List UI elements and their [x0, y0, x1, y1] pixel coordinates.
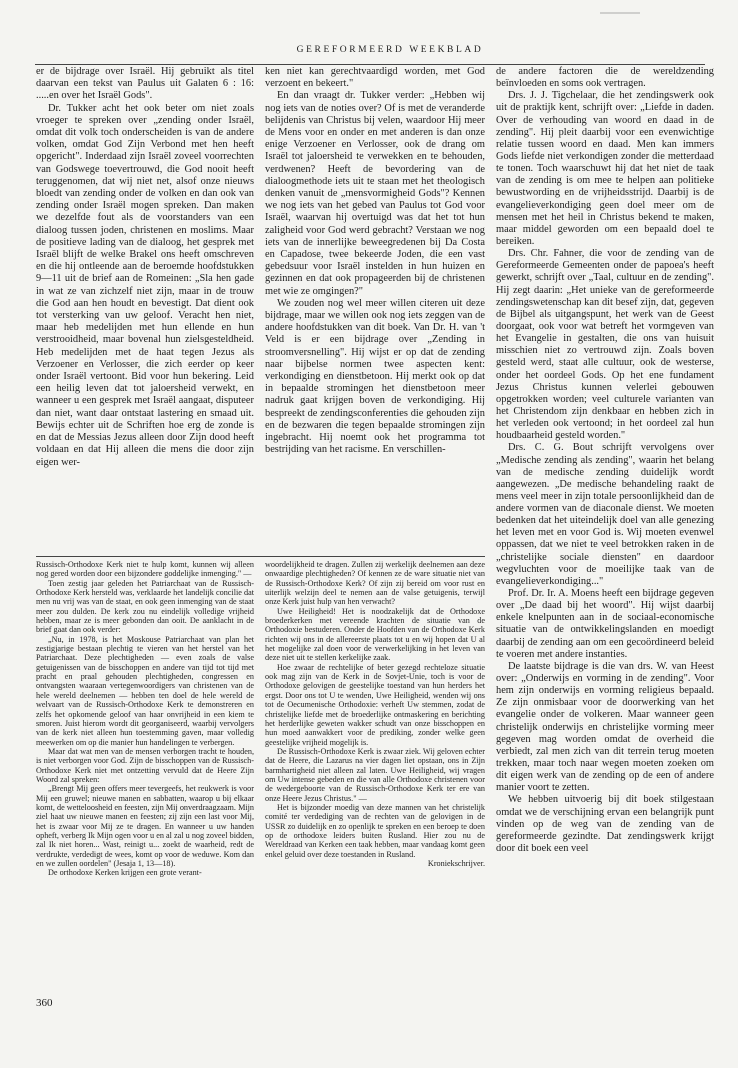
paragraph: En dan vraagt dr. Tukker verder: „Hebben wij nog iets van de noties over? Of is met de veranderde belijdenis van Christus bij velen, waardoor Hij meer de Mens voor en onder en met anderen is dan onze enige Verzoener en Verlosser, ook de drang om Israël tot jaloersheid te verwekken en te behouden, verdwenen? Heeft de bevordering van de dialoogmethode iets uit te staan met het theologisch denken vanuit de „mensvormigheid Gods"? Kennen we nog iets van het gebed van Paulus tot God voor Israël, waarvan hij overtuigd was dat het tot hun zaligheid voor God werd gebracht? Verstaan we nog iets van de innerlijke beweegredenen bij Da Costa en Capadose, twee bekeerde Joden, die een vast gebedsuur voor Israël instelden in hun huizen en gezinnen en dat ook propageerden bij de christenen met wie ze omgingen?" — [265, 90, 485, 297]
paragraph: Drs. C. G. Bout schrijft vervolgens over „Medische zending als zending", waarin het belang van de medische zending duidelijk wordt aangewezen. „De medische behandeling raakt de mens veel meer in zijn totale persoonlijkheid dan de andere vormen van de diaconale dienst. We moeten bedenken dat het uiteindelijk doel van alle genezing het leven met en voor God is. Wij moeten evenwel oppassen, dat we niet te veel betrokken raken in de „christelijke sociale diensten" en daardoor wegvluchten voor de moeilijke taak van de evangelieverkondiging..." — [496, 442, 714, 587]
paragraph: er de bijdrage over Israël. Hij gebruikt als titel daarvan een tekst van Paulus uit Galaten 6 : 16: .....en over het Israël Gods". — [36, 66, 254, 102]
author-signature: Kroniekschrijver. — [427, 859, 485, 868]
paragraph: De orthodoxe Kerken krijgen een grote verant- — [48, 868, 202, 878]
page-number: 360 — [36, 997, 53, 1009]
paragraph: Toen zestig jaar geleden het Patriarchaat van de Russisch-Orthodoxe Kerk hersteld was, verklaarde het landelijk concilie dat men nu vrij was van de staat, en ook geen inmenging van de staat meer zou dulden. De kerk zou nu eindelijk volledige vrijheid hebben, maar ze is meer gebonden dan ooit. De aanklacht in de brief gaat dan ook verder: — [36, 578, 254, 635]
paragraph: Russisch-Orthodoxe Kerk niet te hulp komt, kunnen wij alleen nog gered worden door een bijzondere goddelijke inmenging." — — [36, 560, 254, 579]
scan-mark — [600, 12, 640, 14]
paragraph: woordelijkheid te dragen. Zullen zij werkelijk deelnemen aan deze onwaardige plechtigheden? Of kennen ze de ware situatie niet van de Russisch-Orthodoxe Kerk? Of zijn zij bereid om voor rust en uiterlijk welzijn deel te nemen aan de valse getuigenis, terwijl onze Kerk juist hulp van hen verwacht? — [265, 560, 485, 607]
paragraph: „Nu, in 1978, is het Moskouse Patriarchaat van plan het zestigjarige bestaan plechtig te vieren van het herstel van het Patriarchaat. Deze plechtigheden — even zoals de valse getuigenissen van de bisschoppen en andere van tijd tot tijd met pracht en praal gehouden plechtigheden, congressen en ontvangsten waaraan vertegenwoordigers van christenen van de hele wereld deelnemen — hebben ten doel de hele wereld de welvaart van de Russisch-Orthodoxe Kerk te demonstreren en zelfs het opkomende geloof van haar onvrijheid in een kiem te smoren. Juist hierom wordt dit georganiseerd, waarbij vervolgers van de kerk niet alleen hun toestemming gaven, maar volledig meewerken om op die manier hun handelingen te verbergen. — [36, 634, 254, 747]
paragraph: ken niet kan gerechtvaardigd worden, met God verzoent en bekeert." — [265, 66, 485, 90]
column-1 — [36, 66, 254, 554]
running-header: GEREFORMEERD WEEKBLAD — [296, 45, 484, 55]
paragraph: We hebben uitvoerig bij dit boek stilgestaan omdat we de verschijning ervan een belangrijk punt vinden op de weg van de zending van de gereformeerde gezindte. Dat zendingswerk krijgt door dit boek een veel — [496, 794, 714, 854]
paragraph: De Russisch-Orthodoxe Kerk is zwaar ziek. Wij geloven echter dat de Heere, die Lazarus na vier dagen liet opstaan, ons in Zijn barmhartigheid niet alleen zal laten. Uwe Heiligheid, wij vragen om Uw intense gebeden en die van alle Orthodoxe christenen voor de wedergeboorte van de Russisch-Orthodoxe Kerk ter ere van onze Heere Jezus Christus." — — [265, 746, 485, 803]
signature-line — [265, 859, 485, 868]
paragraph: Drs. J. J. Tigchelaar, die het zendingswerk ook uit de praktijk kent, schrijft over: „Liefde in daden. Over de verhouding van woord en daad in de zending". Hij pleit daarbij voor een evenwichtige relatie tussen woord en daad. Men kan immers Gods liefde niet verkondigen zonder die metterdaad te tonen. Toch waarschuwt hij dat het niet de taak van de zending is om mee te helpen aan politieke bewustwording en de vrijheidsstrijd. Daarbij is de evangelieverkondiging geen doel meer om de mensen met het heil in Christus bekend te maken, maar middel geworden om een bepaald doel te bereiken. — [496, 90, 714, 247]
paragraph: de andere factoren die de wereldzending beïnvloeden en soms ook vertragen. — [496, 66, 714, 90]
paragraph: Maar dat wat men van de mensen verborgen tracht te houden, is niet verborgen voor God. Zijn de bisschoppen van de Russisch-Orthodoxe Kerk niet met ontzetting vervuld dat de Heere Zijn Woord zal spreken: — [36, 746, 254, 784]
paragraph: Het is bijzonder moedig van deze mannen van het christelijk comité ter verdediging van de rechten van de gelovigen in de USSR zo duidelijk en zo openlijk te spreken en een beroep te doen op de orthodoxe leiders buiten Rusland. Hier zou nu de Wereldraad van Kerken een taak hebben, maar vandaag komt geen enkel geluid over deze toestanden in Rusland. — [265, 802, 485, 859]
paragraph: „Brengt Mij geen offers meer tevergeefs, het reukwerk is voor Mij een gruwel; nieuwe manen en sabbatten, waarop u bij elkaar komt, de wetteloosheid en feesten, zijn Mij onverdraagzaam. Mijn ziel haat uw nieuwe manen en feesten; zij zijn een last voor Mij, het is zwaar voor Mij ze te dragen. En wanneer u uw handen opheft, verberg Ik Mijn ogen voor u en al zal u nog zoveel bidden, zal Ik niet horen... Wast, reinigt u... zoekt de waarheid, redt de verdrukte, verdedigt de wees, komt op voor de weduwe. Kom dan en we zullen oordelen" (Jesaja 1, 13—18). — [36, 784, 254, 868]
paragraph: Prof. Dr. Ir. A. Moens heeft een bijdrage gegeven over „De daad bij het woord". Hij wijst daarbij enkele knelpunten aan in de sociaal-economische situatie van de ontwikkelingslanden en moedigt daarbij de zending aan om een gecoördineerd beleid te voeren met andere instanties. — [496, 588, 714, 660]
column-2 — [265, 66, 485, 554]
paragraph: Dr. Tukker acht het ook beter om niet zoals vroeger te spreken over „zending onder Israël, omdat dit volk toch onderscheiden is van de andere volken, omdat God Zijn Verbond met hen heeft opgericht". Inderdaad zijn Israël zoveel voorrechten van Godswege toevertrouwd, die God nooit heeft teruggenomen, dat wij niet net, alsof onze nieuws bloedt van zending onder de volken en dan ook van zending onder Israël mogen spreken. Dan maken we dezelfde fout als de voorstanders van een dialoog tussen joden, christenen en moslims. Maar de positieve lading van de dialoog, het gesprek met Israël blijft de welke Brakel ons heeft omschreven en die hij ontleende aan de beroemde hoofdstukken 9—11 uit de brief aan de Romeinen: „Sla hen gade in wat ze van zichzelf niet zijn, maar in de trouw die God aan hen houdt en bevestigt. Dat dient ook tot versterking van uw geloof. Veracht hen niet, maar heb medelijden met hun ellende en hun verstrooidheid, maar bovenal hun zielsgesteldheid. Heb medelijden met de haat tegen Jezus als Verzoener en Verlosser, die zich eerder op keer onder Israël vertoont. Bid voor hun bekering. Leid een heilig leven dat tot jaloersheid verwekt, en wanneer u een gesprek met Israël aangaat, disputeer dan niet, want daar ontstaat lastering en smaad uit. Bewijs echter uit de Schriften hoe erg de zonde is en dat de Messias Jezus alleen door Zijn dood heeft voldaan en dat Hij alleen die mens die door zijn eigen wer- — [36, 102, 254, 468]
column-3 — [496, 66, 714, 1010]
paragraph: Drs. Chr. Fahner, die voor de zending van de Gereformeerde Gemeenten onder de papoea's heeft gewerkt, schrijft over „Taal, cultuur en de zending". Hij zegt daarin: „Het unieke van de gereformeerde zendingswetenschap kan dit besef zijn, dat, gegeven de Bijbel als uitgangspunt, het werk van de Geest doorgaat, ook voor wat betreft het vormgeven van het Evangelie in gestalten, die ons van huisuit misschien niet zo vertrouwd zijn. Zoals boven gesteld werd, staat alle cultuur, ook de westerse, onder het oordeel Gods. Op het ene fundament Jezus Christus kunnen velerlei gebouwen opgetrokken worden; veel culturele varianten van het Christendom zijn denkbaar en hebben zich in het verleden ook vertoond; in het oordeel zal hun houdbaarheid gesteld worden." — [496, 248, 714, 442]
header-rule — [35, 64, 705, 65]
paragraph: Uwe Heiligheid! Het is noodzakelijk dat de Orthodoxe broederkerken met vereende krachten de situatie van de Orthodoxie bestuderen. Onder de Hoofden van de Orthodoxe Kerk richten wij ons in de allereerste plaats tot u en wij hopen dat U al het mogelijke zal doen voor de verwerkelijking in het leven van deze niet uit te stellen kerkelijke zaak. — [265, 606, 485, 663]
chronicle-column-1 — [36, 560, 254, 985]
paragraph: We zouden nog wel meer willen citeren uit deze bijdrage, maar we willen ook nog iets zeggen van de andere hoofdstukken van dit boek. Van Dr. H. van 't Veld is er een bijdrage over „Zending in stroomversnelling". Hij wijst er op dat de zending naar bijbelse normen twee aspecten kent: verkondiging en dienstbetoon. Hij merkt ook op dat in bepaalde stromingen het dienstbetoon meer nadruk gaat krijgen boven de verkondiging. Hij bespreekt de zendingsconferenties die gehouden zijn en de bezwaren die tegen bepaalde stromingen zijn ingebracht. Hij noemt ook het programma tot bestrijding van het racisme. En verschillen- — [265, 297, 485, 456]
chronicle-column-2 — [265, 560, 485, 985]
paragraph: De laatste bijdrage is die van drs. W. van Heest over: „Onderwijs en vorming in de zending". Voor hem zijn onderwijs en vorming religieus bepaald. Ze zijn onmisbaar voor de doorwerking van het evangelie onder de volkeren. Maar wanneer geen christelijk onderwijs en christelijke vorming meer gegeven mag worden omdat de overheid die verbiedt, zal men zich van dit terrein terug moeten trekken, maar toch naar wegen moeten zoeken om dit eigen werk van de zending op de een of andere manier voort te zetten. — [496, 660, 714, 794]
section-divider — [36, 556, 485, 557]
paragraph: Hoe zwaar de rechtelijke of beter gezegd rechteloze situatie ook mag zijn van de Kerk in de Sovjet-Unie, toch is voor de Orthodoxe gelovigen de geestelijke toestand van hun herders het ergst. Door ons tot U te wenden, Uwe Heiligheid, wenden wij ons tot de Oecumenische Orthodoxie: verheft Uw stemmen, zodat de christelijke liefde met de broederlijke ontmaskering en berichting het herderlijke geweten wakker schudt van onze bisschoppen en hun moed aanwakkert voor de prediking, zonder welke geen geestelijke vrijheid mogelijk is. — [265, 662, 485, 747]
